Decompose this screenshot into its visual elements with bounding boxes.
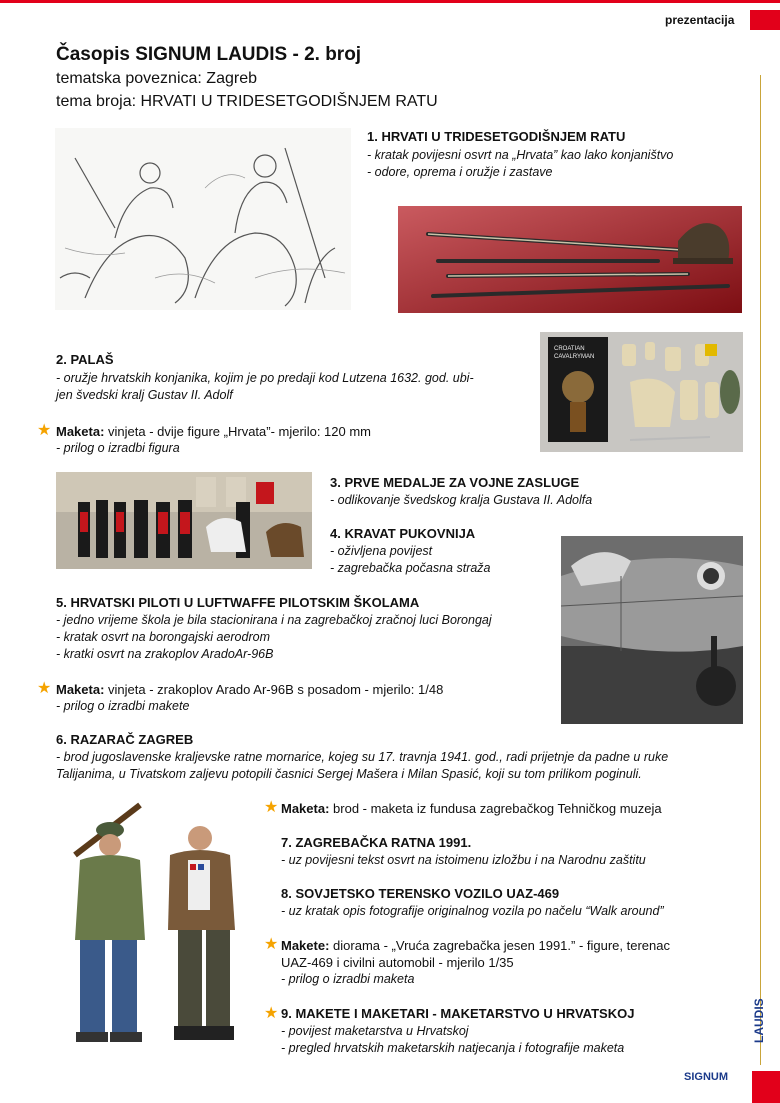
section-8-maketa-line-2: UAZ-469 i civilni automobil - mjerilo 1/35 <box>281 955 514 970</box>
cavalry-sketch-image <box>55 128 351 310</box>
section-2-bullet-2: jen švedski kralj Gustav II. Adolf <box>56 388 233 402</box>
maketa-label: Maketa: <box>56 682 105 697</box>
section-6-maketa <box>281 800 662 817</box>
maketa-label: Maketa: <box>281 801 330 816</box>
section-8-title: 8. SOVJETSKO TERENSKO VOZILO UAZ-469 <box>281 886 560 901</box>
section-8-maketa-bullet: - prilog o izradbi maketa <box>281 972 415 986</box>
section-8-maketa <box>281 937 670 954</box>
section-2-maketa <box>56 423 371 440</box>
maketa-text: vinjeta - zrakoplov Arado Ar-96B s posadom - mjerilo: 1/48 <box>104 682 444 697</box>
section-3-title: 3. PRVE MEDALJE ZA VOJNE ZASLUGE <box>330 475 580 490</box>
section-5-bullet-1: - jedno vrijeme škola je bila stacionirana i na zagrebačkoj zračnoj luci Borongaj <box>56 613 492 627</box>
star-icon: ★ <box>264 936 279 953</box>
section-9-bullet-2: - pregled hrvatskih maketarskih natjecanja i fotografije maketa <box>281 1041 625 1055</box>
box-art-line-2: CAVALRYMAN <box>554 354 595 360</box>
page-subtitle-topic: tema broja: HRVATI U TRIDESETGODIŠNJEM RATU <box>56 93 438 110</box>
maketa-label: Maketa: <box>56 424 105 439</box>
section-5-maketa-bullet: - prilog o izradbi makete <box>56 699 190 713</box>
section-8-bullet-1: - uz kratak opis fotografije originalnog vozila po načelu “Walk around” <box>281 904 664 918</box>
section-6-bullet-2: Talijanima, u Tivatskom zaljevu potopili časnici Sergej Mašera i Milan Spasić, koji su tom prilikom poginuli. <box>56 767 642 781</box>
logo-signum: SIGNUM <box>684 1071 728 1083</box>
section-5-title: 5. HRVATSKI PILOTI U LUFTWAFFE PILOTSKIM ŠKOLAMA <box>56 595 420 610</box>
star-icon: ★ <box>264 1005 279 1022</box>
signum-laudis-logo <box>680 998 780 1103</box>
star-icon: ★ <box>37 680 52 697</box>
section-5-bullet-3: - kratki osvrt na zrakoplov AradoAr-96B <box>56 647 274 661</box>
soldier-figures-image <box>40 800 260 1062</box>
section-6-bullet-1: - brod jugoslavenske kraljevske ratne mornarice, kojeg su 17. travnja 1941. god., radi prijetnje da padne u ruke <box>56 750 669 764</box>
section-9-title: 9. MAKETE I MAKETARI - MAKETARSTVO U HRVATSKOJ <box>281 1006 635 1021</box>
section-1-title: 1. HRVATI U TRIDESETGODIŠNJEM RATU <box>367 129 626 144</box>
page-title: Časopis SIGNUM LAUDIS - 2. broj <box>56 44 362 65</box>
section-2-bullet-1: - oružje hrvatskih konjanika, kojim je po predaji kod Lutzena 1632. god. ubi- <box>56 371 474 385</box>
page-subtitle-theme: tematska poveznica: Zagreb <box>56 70 257 87</box>
section-4-title: 4. KRAVAT PUKOVNIJA <box>330 526 476 541</box>
star-icon: ★ <box>264 799 279 816</box>
logo-red-block <box>752 1071 780 1103</box>
section-4-bullet-1: - oživljena povijest <box>330 544 433 558</box>
section-1-bullet-2: - odore, oprema i oružje i zastave <box>367 165 553 179</box>
aircraft-photo-image <box>561 536 743 724</box>
maketa-label: Makete: <box>281 938 330 953</box>
sabres-helmet-image <box>398 206 742 313</box>
section-5-bullet-2: - kratak osvrt na borongajski aerodrom <box>56 630 270 644</box>
section-2-maketa-bullet: - prilog o izradbi figura <box>56 441 180 455</box>
section-6-title: 6. RAZARAČ ZAGREB <box>56 732 194 747</box>
header-bar <box>0 0 780 3</box>
side-rule <box>760 75 761 1065</box>
honour-guard-image <box>56 472 312 569</box>
figure-kit-image <box>540 332 743 452</box>
star-icon: ★ <box>37 422 52 439</box>
logo-laudis: LAUDIS <box>752 998 766 1043</box>
section-7-title: 7. ZAGREBAČKA RATNA 1991. <box>281 835 472 850</box>
section-2-title: 2. PALAŠ <box>56 352 114 367</box>
section-3-bullet-1: - odlikovanje švedskog kralja Gustava II. Adolfa <box>330 493 593 507</box>
box-art-line-1: CROATIAN <box>554 346 585 352</box>
maketa-text: brod - maketa iz fundusa zagrebačkog Tehničkog muzeja <box>329 801 662 816</box>
section-7-bullet-1: - uz povijesni tekst osvrt na istoimenu izložbu i na Narodnu zaštitu <box>281 853 646 867</box>
section-tag: prezentacija <box>665 13 735 27</box>
maketa-text: vinjeta - dvije figure „Hrvata”- mjerilo: 120 mm <box>104 424 371 439</box>
maketa-text: diorama - „Vruća zagrebačka jesen 1991.” - figure, terenac <box>329 938 670 953</box>
section-9-bullet-1: - povijest maketarstva u Hrvatskoj <box>281 1024 469 1038</box>
section-4-bullet-2: - zagrebačka počasna straža <box>330 561 491 575</box>
corner-block <box>750 10 780 30</box>
section-5-maketa <box>56 681 443 698</box>
section-1-bullet-1: - kratak povijesni osvrt na „Hrvata” kao lako konjaništvo <box>367 148 674 162</box>
